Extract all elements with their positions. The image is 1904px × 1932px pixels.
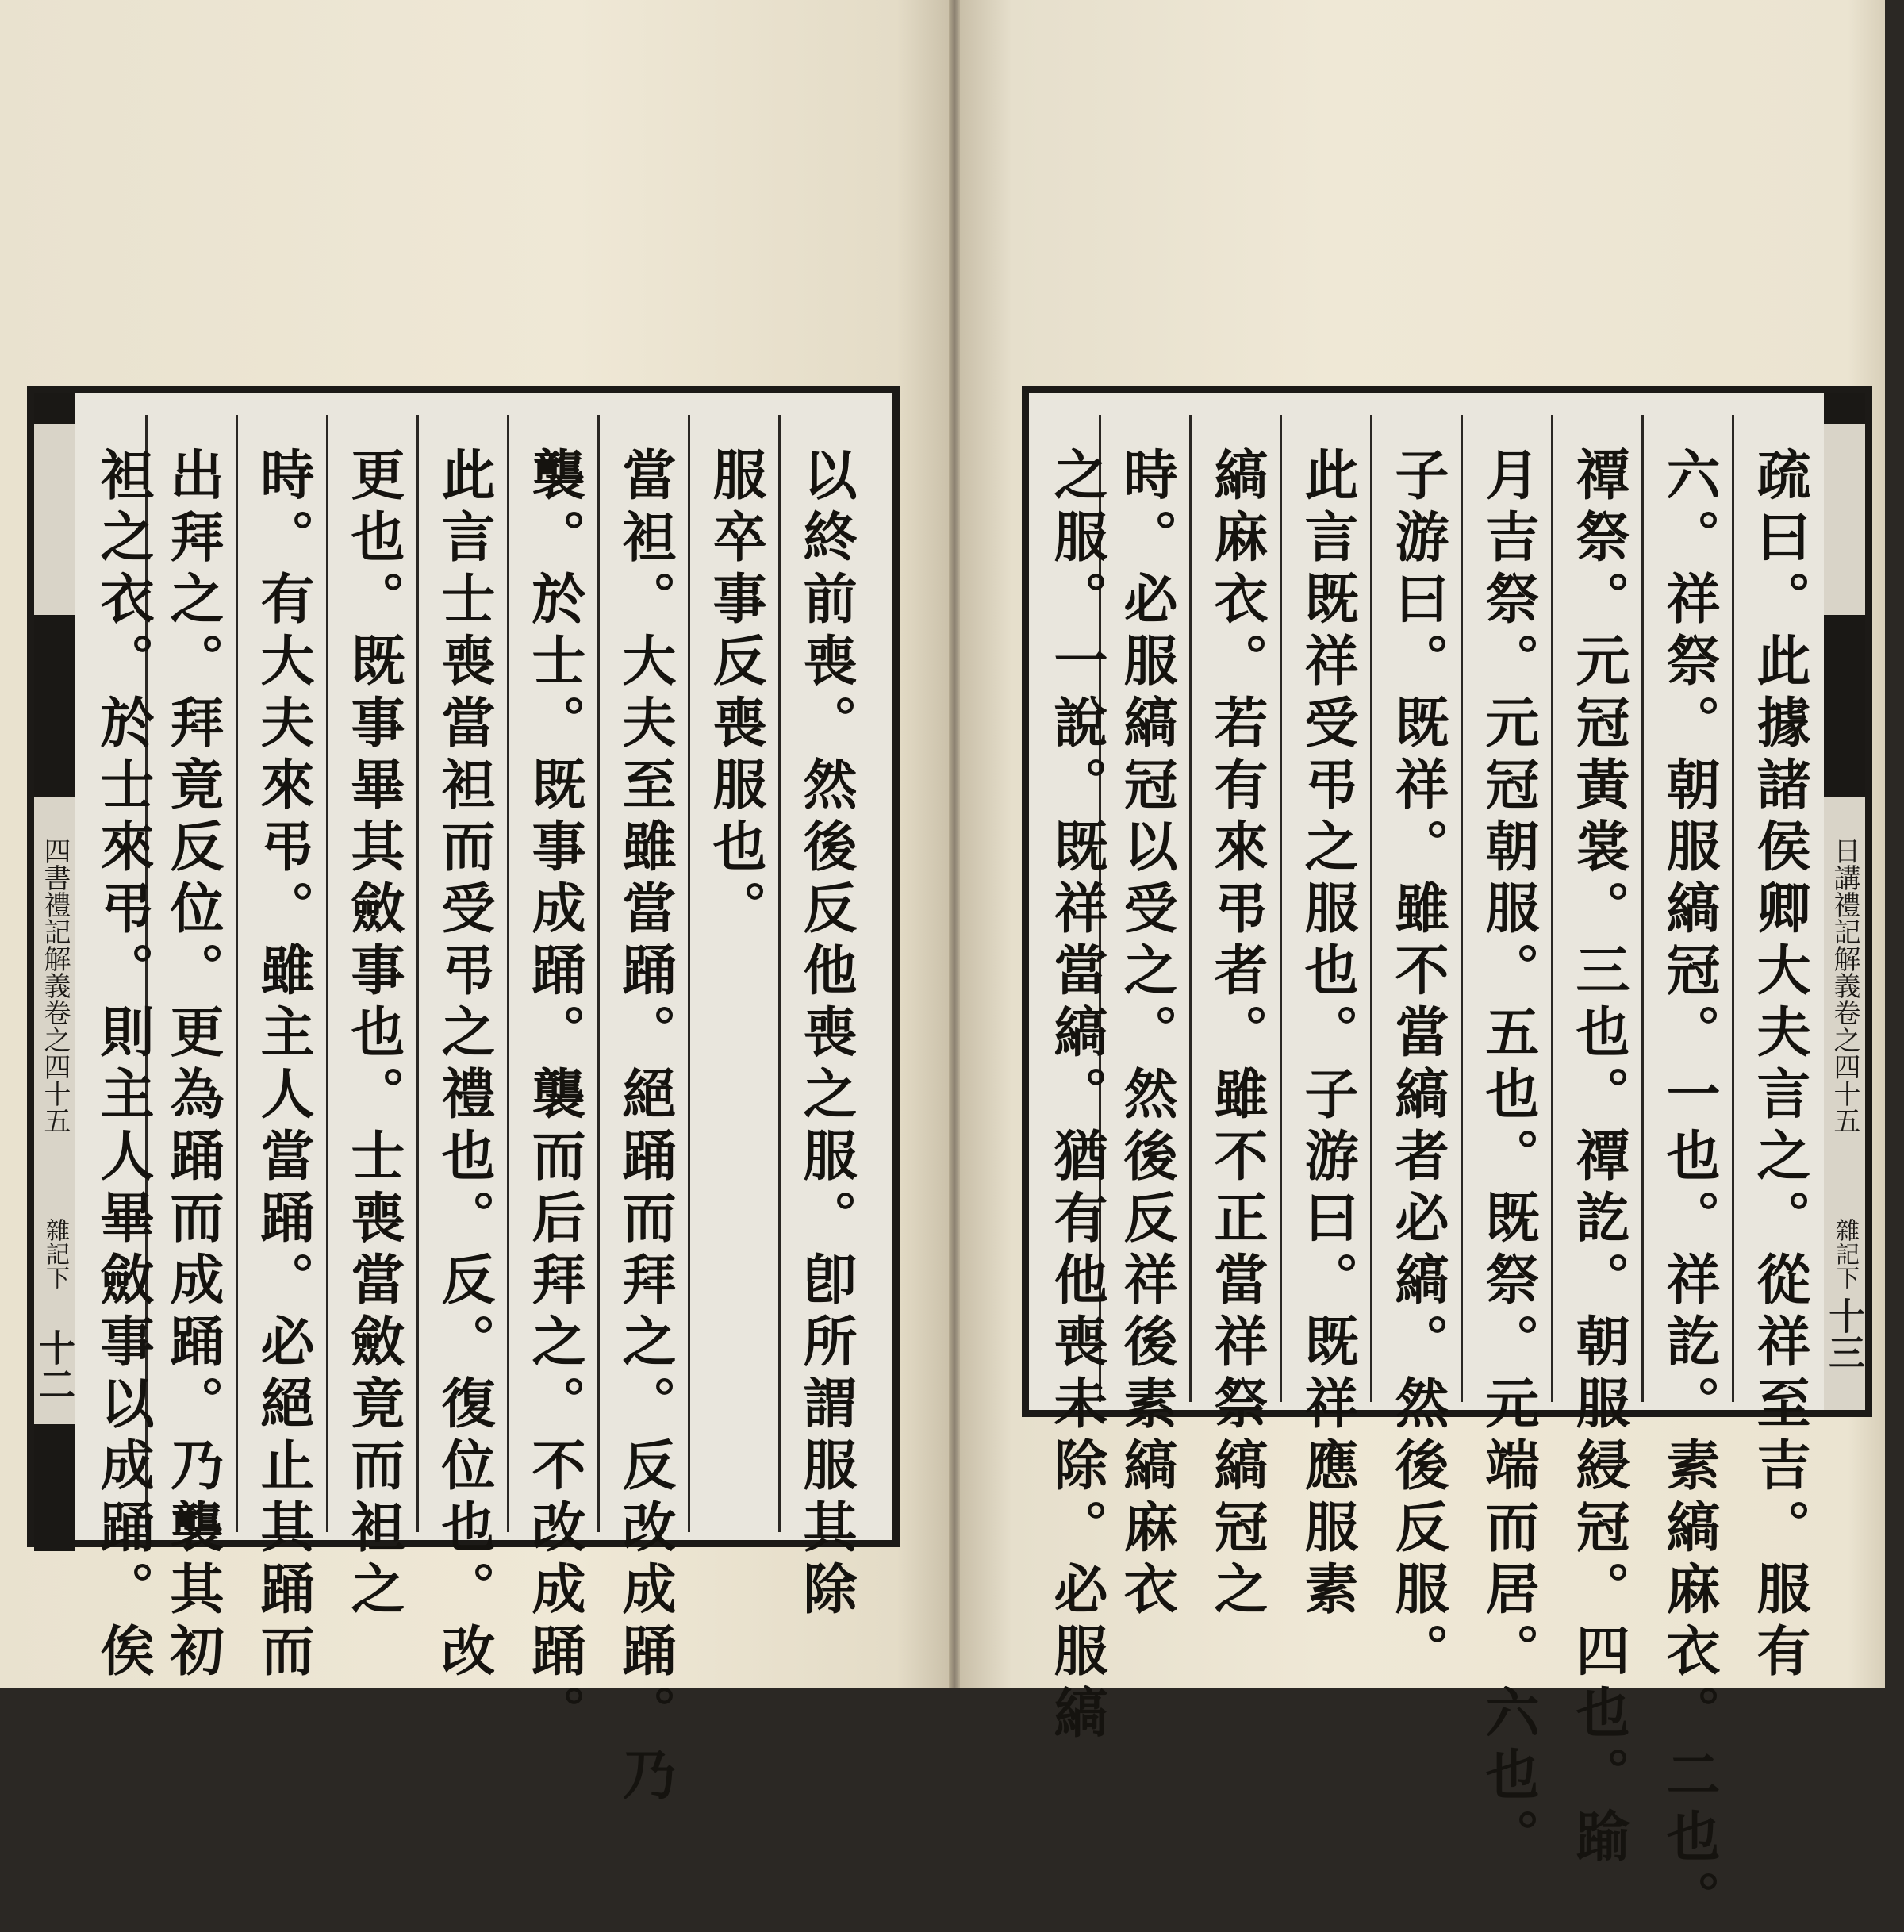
column-text: 疏曰。此據諸侯卿大夫言之。從祥至吉。服有 [1748,447,1811,1684]
text-column [75,415,166,1684]
banner-top-bar [34,393,75,424]
column-text: 服卒事反喪服也。 [704,447,767,942]
banner-top-bar [1824,393,1865,424]
text-column [1189,415,1280,1623]
column-text: 時。有大夫來弔。雖主人當踊。必絕止其踊而 [251,447,315,1684]
text-column [778,415,869,1623]
column-text: 襲。於士。既事成踊。襲而后拜之。不改成踊。 [523,447,586,1746]
text-column [1461,415,1551,1870]
right-text-frame [1022,386,1872,1932]
column-text: 六。祥祭。朝服縞冠。一也。祥訖。素縞麻衣。二也。 [1657,447,1721,1932]
right-text-columns [1029,393,1866,1932]
text-column [1732,415,1822,1684]
left-page-banner [34,393,75,1540]
text-column [1029,415,1119,1746]
right-banner-section: 雜記下 [1831,1218,1859,1289]
column-text: 月吉祭。元冠朝服。五也。既祭。元端而居。六也。 [1476,447,1540,1870]
right-page-number: 十三 [1823,1297,1866,1370]
column-text: 縞麻衣。若有來弔者。雖不正當祥祭縞冠之 [1205,447,1269,1623]
left-text-frame [27,386,900,1808]
text-column [597,415,688,1808]
text-column [416,415,507,1684]
text-column [326,415,416,1623]
right-page-banner [1824,393,1865,1410]
left-page-number: 十二 [33,1329,76,1402]
column-text: 當袒。大夫至雖當踊。絕踊而拜之。反改成踊。乃 [613,447,677,1808]
column-text: 更也。既事畢其斂事也。士喪當斂竟而袒之 [342,447,405,1623]
text-column [236,415,326,1684]
text-column [1280,415,1370,1623]
text-column [1551,415,1641,1870]
text-column [507,415,597,1746]
column-text: 之服。一說。既祥當縞。猶有他喪未除。必服縞 [1045,447,1108,1746]
right-banner-title: 日講禮記解義卷之四十五 [1829,837,1860,1134]
column-text: 袒之衣。於士來弔。則主人畢斂事以成踊。俟 [91,447,155,1684]
column-text: 子游曰。既祥。雖不當縞者必縞。然後反服。 [1386,447,1449,1684]
left-banner-title: 四書禮記解義卷之四十五 [39,837,71,1134]
column-text: 此言士喪當袒而受弔之禮也。反。復位也。改 [432,447,496,1684]
fishtail-mark-top [1824,615,1865,797]
fishtail-mark-top [34,615,75,797]
fishtail-mark-bottom [34,1424,75,1551]
left-text-columns [33,393,892,1808]
text-column [688,415,778,1532]
column-text: 以終前喪。然後反他喪之服。卽所謂服其除 [794,447,858,1623]
column-text: 出拜之。拜竟反位。更為踊而成踊。乃襲其初 [161,447,225,1684]
column-text: 禫祭。元冠黃裳。三也。禫訖。朝服綅冠。四也。踰 [1567,447,1630,1870]
text-column [1641,415,1732,1932]
left-banner-section: 雜記下 [41,1218,69,1289]
column-text: 此言既祥受弔之服也。子游曰。既祥應服素 [1296,447,1359,1623]
text-column [1370,415,1461,1684]
column-text: 時。必服縞冠以受之。然後反祥後素縞麻衣 [1115,447,1178,1623]
book-gutter [949,0,960,1688]
